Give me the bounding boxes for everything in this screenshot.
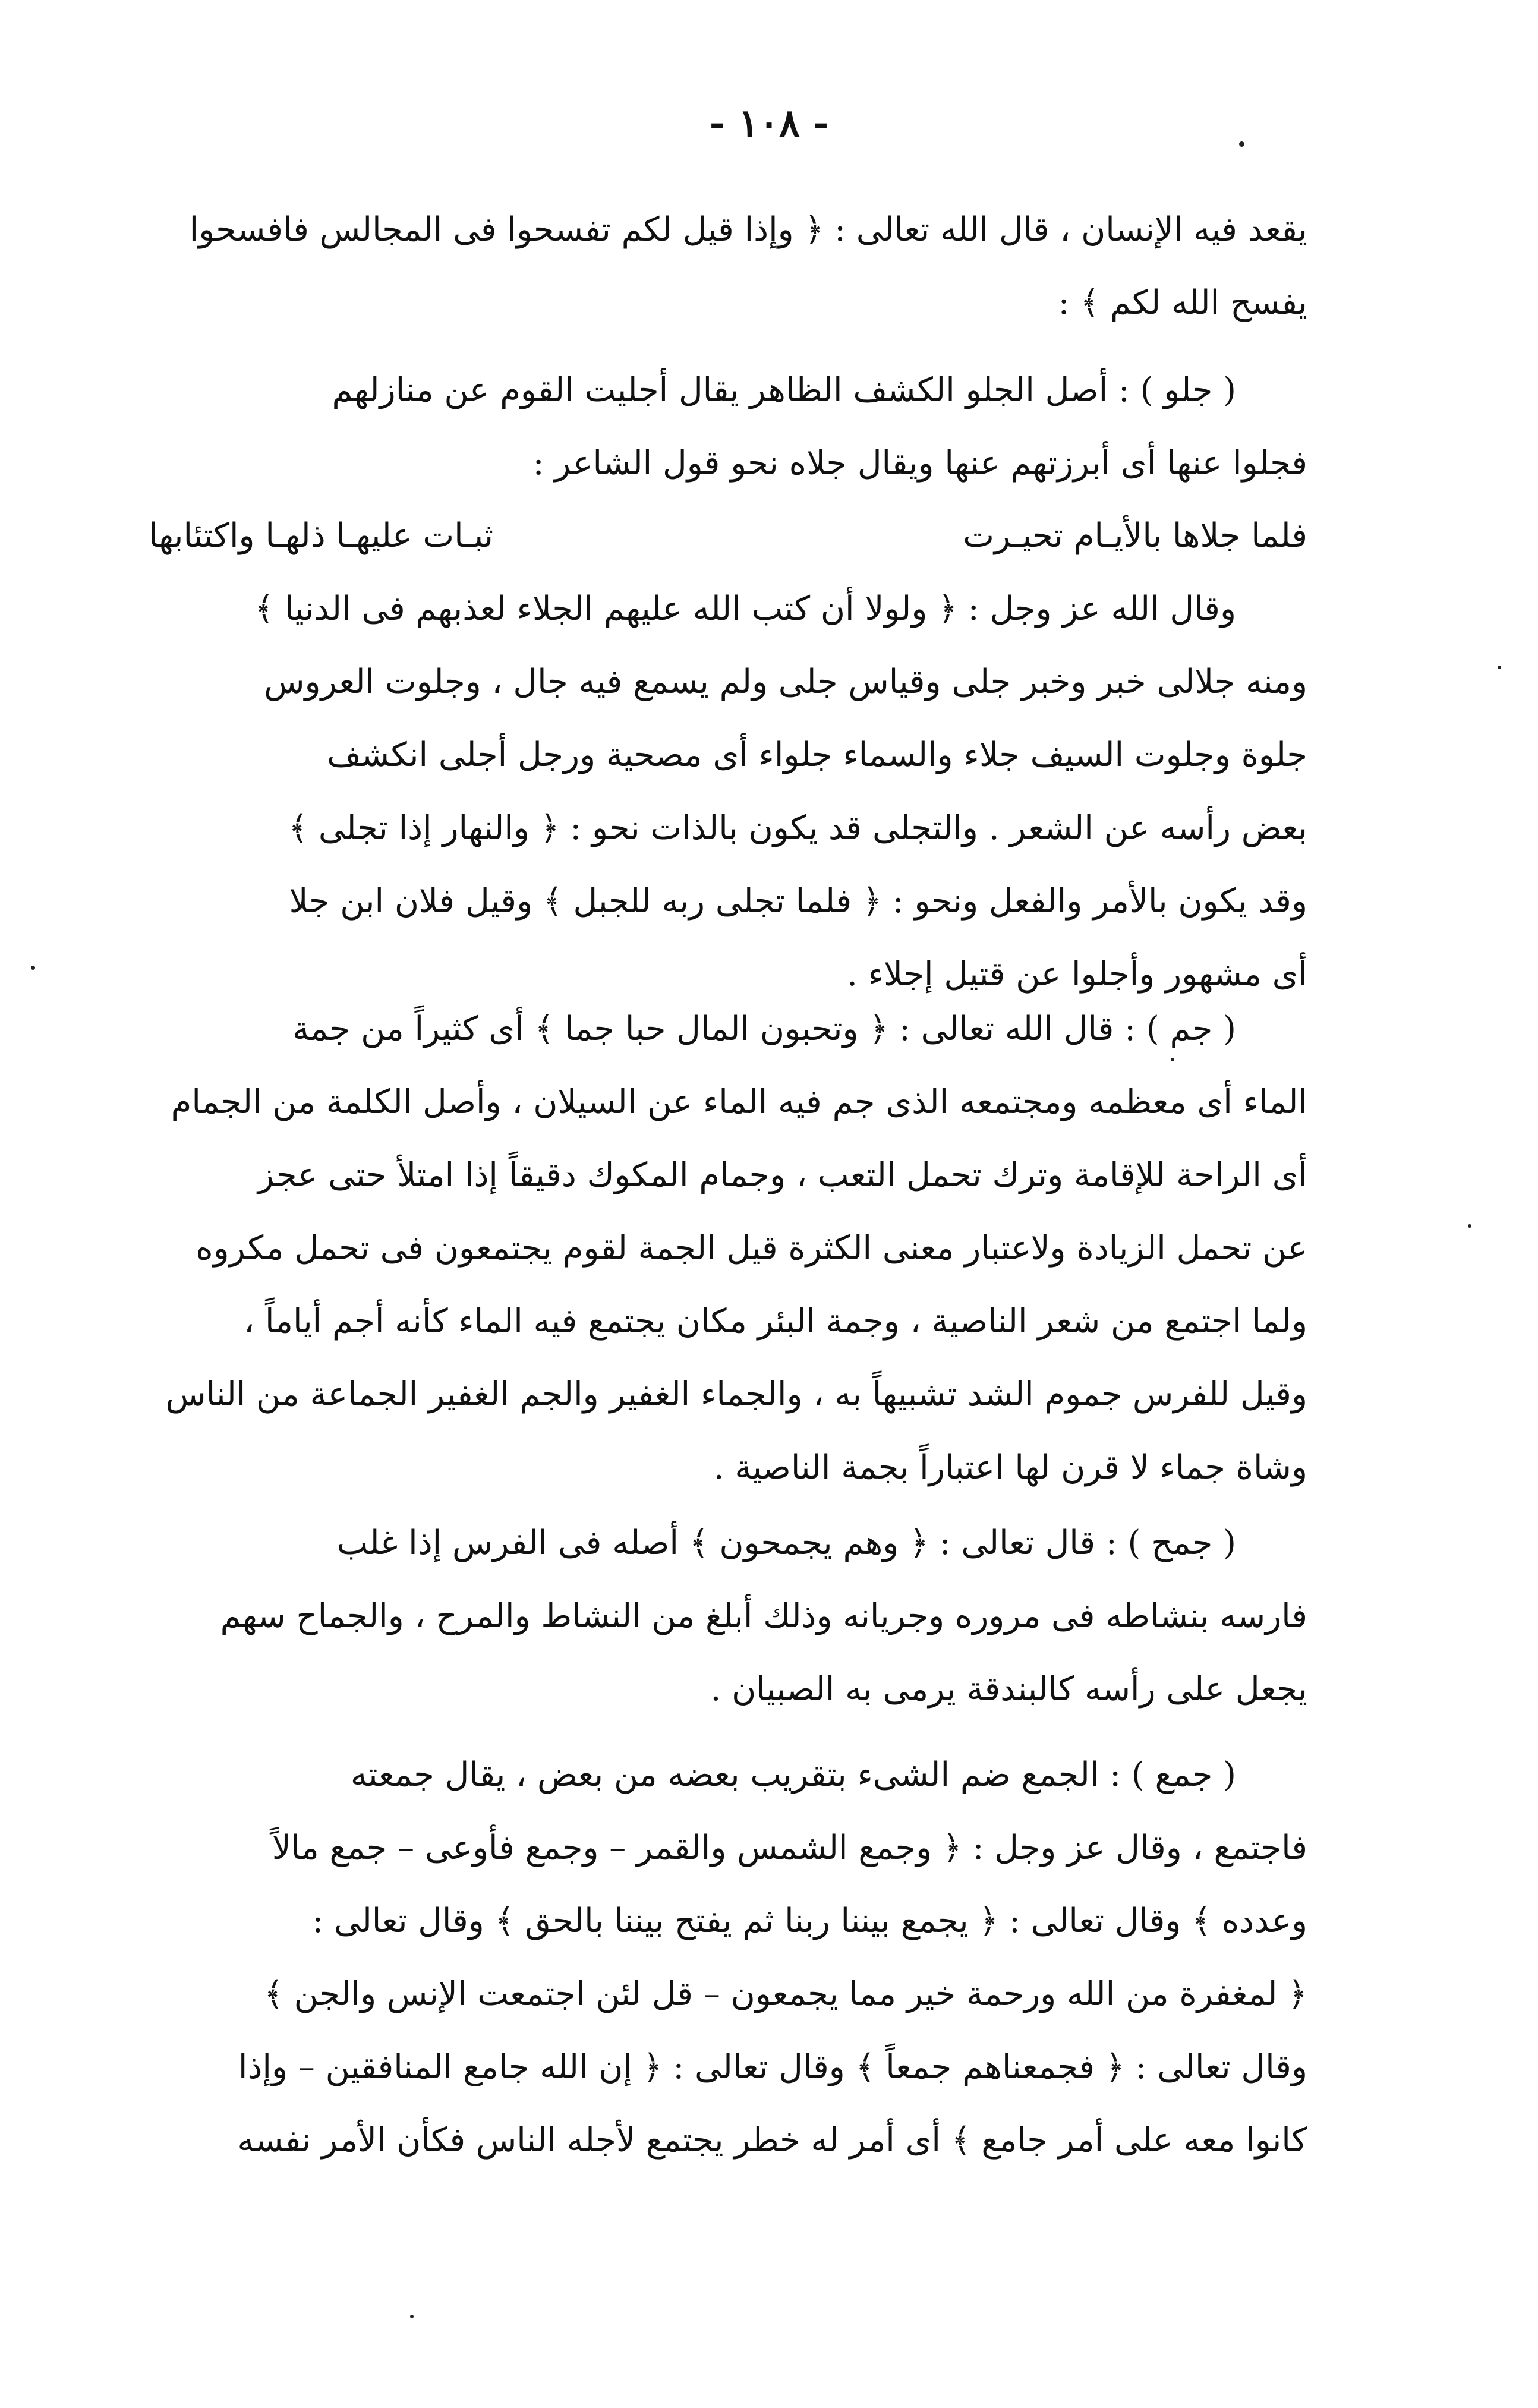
text-line: عن تحمل الزيادة ولاعتبار معنى الكثرة قيل الجمة لقوم يجتمعون فى تحمل مكروه	[196, 1229, 1307, 1268]
poem-first-hemistich: فلما جلاها بالأيـام تحيـرت	[963, 516, 1307, 555]
text-line: ولما اجتمع من شعر الناصية ، وجمة البئر مكان يجتمع فيه الماء كأنه أجم أياماً ،	[244, 1302, 1307, 1341]
poem-second-hemistich: ثبـات عليهـا ذلهـا واكتئابها	[149, 516, 494, 555]
text-line: ﴿ لمغفرة من الله ورحمة خير مما يجمعون – قل لئن اجتمعت الإنس والجن ﴾	[264, 1975, 1307, 2013]
text-line: فاجتمع ، وقال عز وجل : ﴿ وجمع الشمس والقمر – وجمع فأوعى – جمع مالاً	[272, 1829, 1307, 1867]
text-line: وقيل للفرس جموم الشد تشبيهاً به ، والجماء الغفير والجم الغفير الجماعة من الناس	[165, 1375, 1307, 1414]
text-line: بعض رأسه عن الشعر . والتجلى قد يكون بالذات نحو : ﴿ والنهار إذا تجلى ﴾	[288, 809, 1307, 847]
text-line: كانوا معه على أمر جامع ﴾ أى أمر له خطر يجتمع لأجله الناس فكأن الأمر نفسه	[237, 2121, 1307, 2160]
text-line: فجلوا عنها أى أبرزتهم عنها ويقال جلاه نحو قول الشاعر :	[532, 444, 1307, 483]
poem-verse	[149, 499, 1307, 572]
scan-speck	[31, 966, 35, 970]
entry-heading-line: ( جلو ) : أصل الجلو الكشف الظاهر يقال أجليت القوم عن منازلهم	[332, 371, 1236, 409]
text-line: يقعد فيه الإنسان ، قال الله تعالى : ﴿ وإذا قيل لكم تفسحوا فى المجالس فافسحوا	[189, 210, 1307, 249]
scan-speck	[1468, 1224, 1471, 1228]
entry-jalw	[149, 354, 1307, 500]
text-line: يجعل على رأسه كالبندقة يرمى به الصبيان .	[710, 1670, 1307, 1709]
text-line: ومنه جلالى خبر وخبر جلى وقياس جلى ولم يسمع فيه جال ، وجلوت العروس	[264, 663, 1307, 701]
text-line: أى الراحة للإقامة وترك تحمل التعب ، وجمام المكوك دقيقاً إذا امتلأ حتى عجز	[258, 1156, 1307, 1194]
entry-jamh	[149, 1506, 1307, 1726]
text-line: فارسه بنشاطه فى مروره وجريانه وذلك أبلغ من النشاط والمرح ، والجماح سهم	[220, 1597, 1307, 1635]
entry-heading-line: ( جم ) : قال الله تعالى : ﴿ وتحبون المال حبا جما ﴾ أى كثيراً من جمة	[292, 1010, 1236, 1048]
scan-speck	[410, 2315, 414, 2318]
text-line: يفسح الله لكم ﴾ :	[1058, 283, 1307, 322]
entry-jalw-continuation	[149, 499, 1307, 1011]
scan-speck	[1498, 666, 1501, 669]
text-line: وقال تعالى : ﴿ فجمعناهم جمعاً ﴾ وقال تعالى : ﴿ إن الله جامع المنافقين – وإذا	[238, 2048, 1307, 2086]
text-line: وشاة جماء لا قرن لها اعتباراً بجمة الناصية .	[713, 1448, 1307, 1487]
entry-heading-line: ( جمح ) : قال تعالى : ﴿ وهم يجمحون ﴾ أصله فى الفرس إذا غلب	[336, 1524, 1236, 1562]
entry-jam	[149, 1738, 1307, 2177]
paragraph-continuation	[149, 193, 1307, 339]
entry-heading-line: ( جمع ) : الجمع ضم الشىء بتقريب بعضه من بعض ، يقال جمعته	[350, 1755, 1236, 1794]
text-line: جلوة وجلوت السيف جلاء والسماء جلواء أى مصحية ورجل أجلى انكشف	[327, 736, 1307, 774]
page-number: - ١٠٨ -	[709, 101, 829, 146]
text-line: أى مشهور وأجلوا عن قتيل إجلاء .	[847, 955, 1307, 994]
text-line: وقد يكون بالأمر والفعل ونحو : ﴿ فلما تجلى ربه للجبل ﴾ وقيل فلان ابن جلا	[289, 882, 1307, 921]
text-line: وقال الله عز وجل : ﴿ ولولا أن كتب الله عليهم الجلاء لعذبهم فى الدنيا ﴾	[254, 590, 1236, 628]
text-line: وعدده ﴾ وقال تعالى : ﴿ يجمع بيننا ربنا ثم يفتح بيننا بالحق ﴾ وقال تعالى :	[312, 1902, 1307, 1940]
text-line: الماء أى معظمه ومجتمعه الذى جم فيه الماء عن السيلان ، وأصل الكلمة من الجمام	[171, 1083, 1307, 1121]
entry-jamm	[149, 992, 1307, 1504]
